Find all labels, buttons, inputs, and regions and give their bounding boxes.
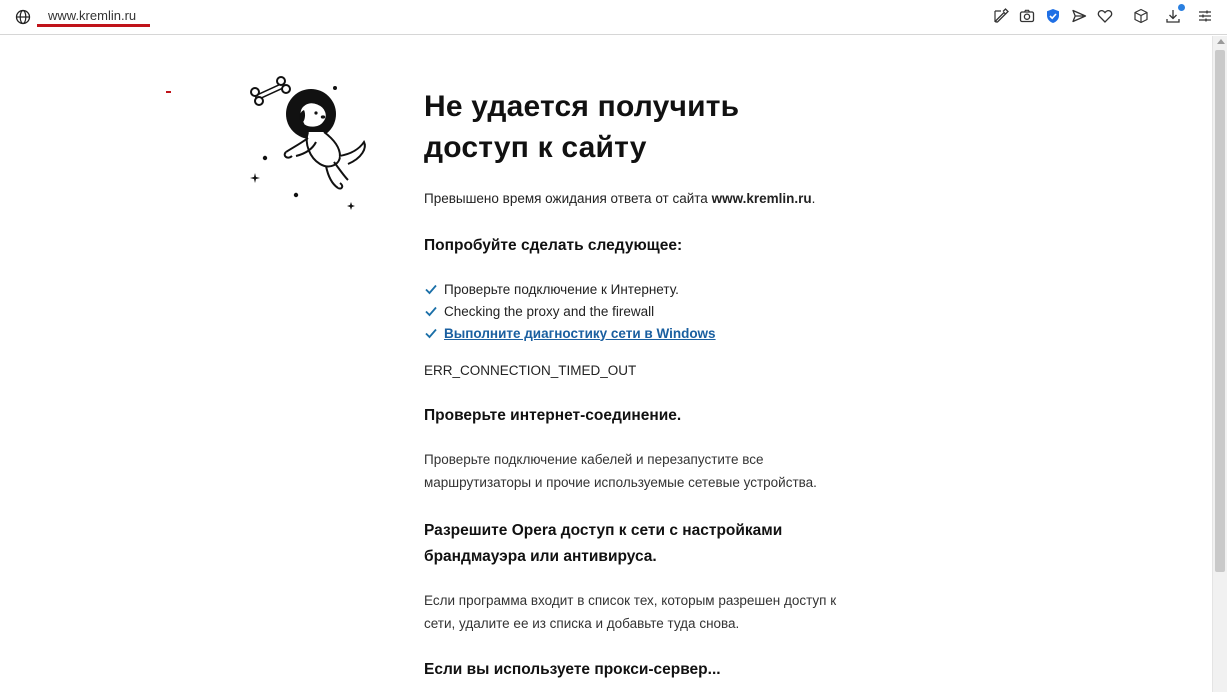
suggestion-item bbox=[424, 322, 844, 344]
shield-check-icon[interactable] bbox=[1045, 8, 1061, 24]
section-text-firewall: Если программа входит в список тех, которым разрешен доступ к сети, удалите ее из списка и добавьте туда снова. bbox=[424, 593, 837, 631]
heart-icon[interactable] bbox=[1097, 8, 1113, 24]
check-icon bbox=[424, 304, 438, 318]
download-badge bbox=[1178, 4, 1185, 11]
error-code: ERR_CONNECTION_TIMED_OUT bbox=[424, 363, 637, 378]
download-icon[interactable] bbox=[1165, 8, 1181, 24]
page-title: Не удается получить доступ к сайту bbox=[424, 90, 740, 164]
vertical-scrollbar[interactable] bbox=[1212, 36, 1227, 692]
menu-icon[interactable] bbox=[1197, 8, 1213, 24]
check-icon bbox=[424, 326, 438, 340]
timeout-host: www.kremlin.ru bbox=[711, 191, 812, 206]
suggestion-text: Проверьте подключение к Интернету. bbox=[444, 281, 679, 297]
section-text-connection: Проверьте подключение кабелей и перезапустите все маршрутизаторы и прочие используемые сетевые устройства. bbox=[424, 452, 817, 490]
address-bar bbox=[0, 0, 1227, 35]
scroll-up-arrow[interactable] bbox=[1217, 39, 1225, 44]
box-icon[interactable] bbox=[1133, 8, 1149, 24]
url-underline bbox=[37, 24, 150, 27]
suggestion-item bbox=[424, 300, 844, 322]
check-icon bbox=[424, 282, 438, 296]
section-heading-connection: Проверьте интернет-соединение. bbox=[424, 407, 682, 424]
scroll-thumb[interactable] bbox=[1215, 50, 1225, 572]
url-field[interactable]: www.kremlin.ru bbox=[48, 8, 137, 23]
suggestion-text: Checking the proxy and the firewall bbox=[444, 303, 655, 319]
camera-icon[interactable] bbox=[1019, 8, 1035, 24]
edit-icon[interactable] bbox=[993, 8, 1009, 24]
space-dog-illustration bbox=[244, 72, 374, 218]
try-heading: Попробуйте сделать следующее: bbox=[424, 237, 683, 254]
globe-icon[interactable] bbox=[14, 8, 32, 26]
timeout-suffix: . bbox=[811, 191, 816, 206]
error-content bbox=[424, 86, 844, 680]
suggestion-item bbox=[424, 278, 844, 300]
network-diagnostics-link[interactable]: Выполните диагностику сети в Windows bbox=[444, 325, 716, 341]
send-icon[interactable] bbox=[1071, 8, 1087, 24]
timeout-message bbox=[424, 190, 844, 208]
timeout-prefix: Превышено время ожидания ответа от сайта bbox=[424, 191, 712, 206]
decorative-dash bbox=[166, 91, 171, 93]
section-heading-proxy: Если вы используете прокси-сервер... bbox=[424, 661, 721, 678]
section-heading-firewall: Разрешите Opera доступ к сети с настройками брандмауэра или антивируса. bbox=[424, 522, 783, 565]
suggestion-list bbox=[424, 278, 844, 344]
